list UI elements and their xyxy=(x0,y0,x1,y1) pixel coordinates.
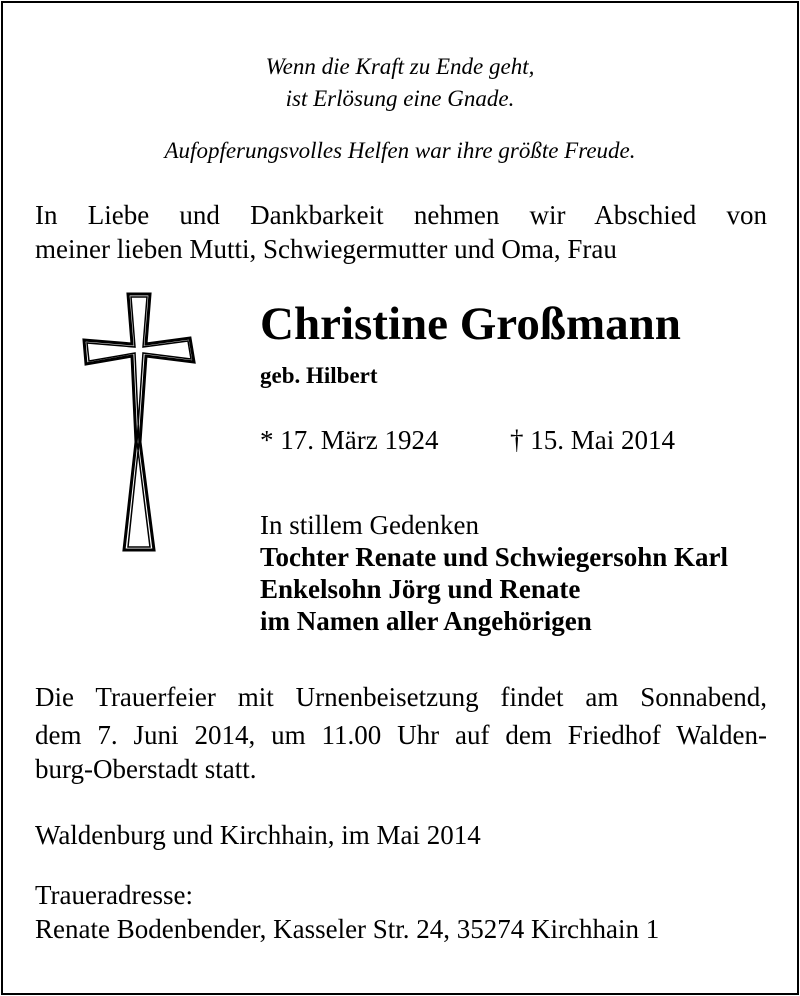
ceremony-line-1: Die Trauerfeier mit Urnenbeisetzung findet am Sonnabend, xyxy=(35,682,767,712)
ceremony-line-2: dem 7. Juni 2014, um 11.00 Uhr auf dem Friedhof Walden- xyxy=(35,720,767,750)
intro-line-1: In Liebe und Dankbarkeit nehmen wir Abschied von xyxy=(35,200,767,230)
motto-verse xyxy=(0,51,800,115)
ceremony-line-3: burg-Oberstadt statt. xyxy=(35,754,257,784)
motto-line-2: ist Erlösung eine Gnade. xyxy=(285,86,515,111)
cross-icon xyxy=(80,292,198,554)
motto-line-1: Wenn die Kraft zu Ende geht, xyxy=(265,54,535,79)
address-label: Traueradresse: xyxy=(35,880,193,910)
place-date: Waldenburg und Kirchhain, im Mai 2014 xyxy=(35,820,481,850)
mourners-line-1: Tochter Renate und Schwiegersohn Karl xyxy=(260,542,729,572)
mourners-intro: In stillem Gedenken xyxy=(260,510,479,540)
maiden-name: geb. Hilbert xyxy=(260,363,378,388)
birth-date: * 17. März 1924 xyxy=(260,425,439,455)
mourners-line-3: im Namen aller Angehörigen xyxy=(260,606,592,636)
motto-line-3: Aufopferungsvolles Helfen war ihre größte Freude. xyxy=(164,138,636,163)
address-value: Renate Bodenbender, Kasseler Str. 24, 35274 Kirchhain 1 xyxy=(35,914,660,944)
intro-line-2: meiner lieben Mutti, Schwiegermutter und Oma, Frau xyxy=(35,234,617,264)
mourners-line-2: Enkelsohn Jörg und Renate xyxy=(260,574,581,604)
mourners-block xyxy=(260,509,728,637)
death-date: † 15. Mai 2014 xyxy=(510,425,675,455)
deceased-name: Christine Großmann xyxy=(260,298,681,350)
